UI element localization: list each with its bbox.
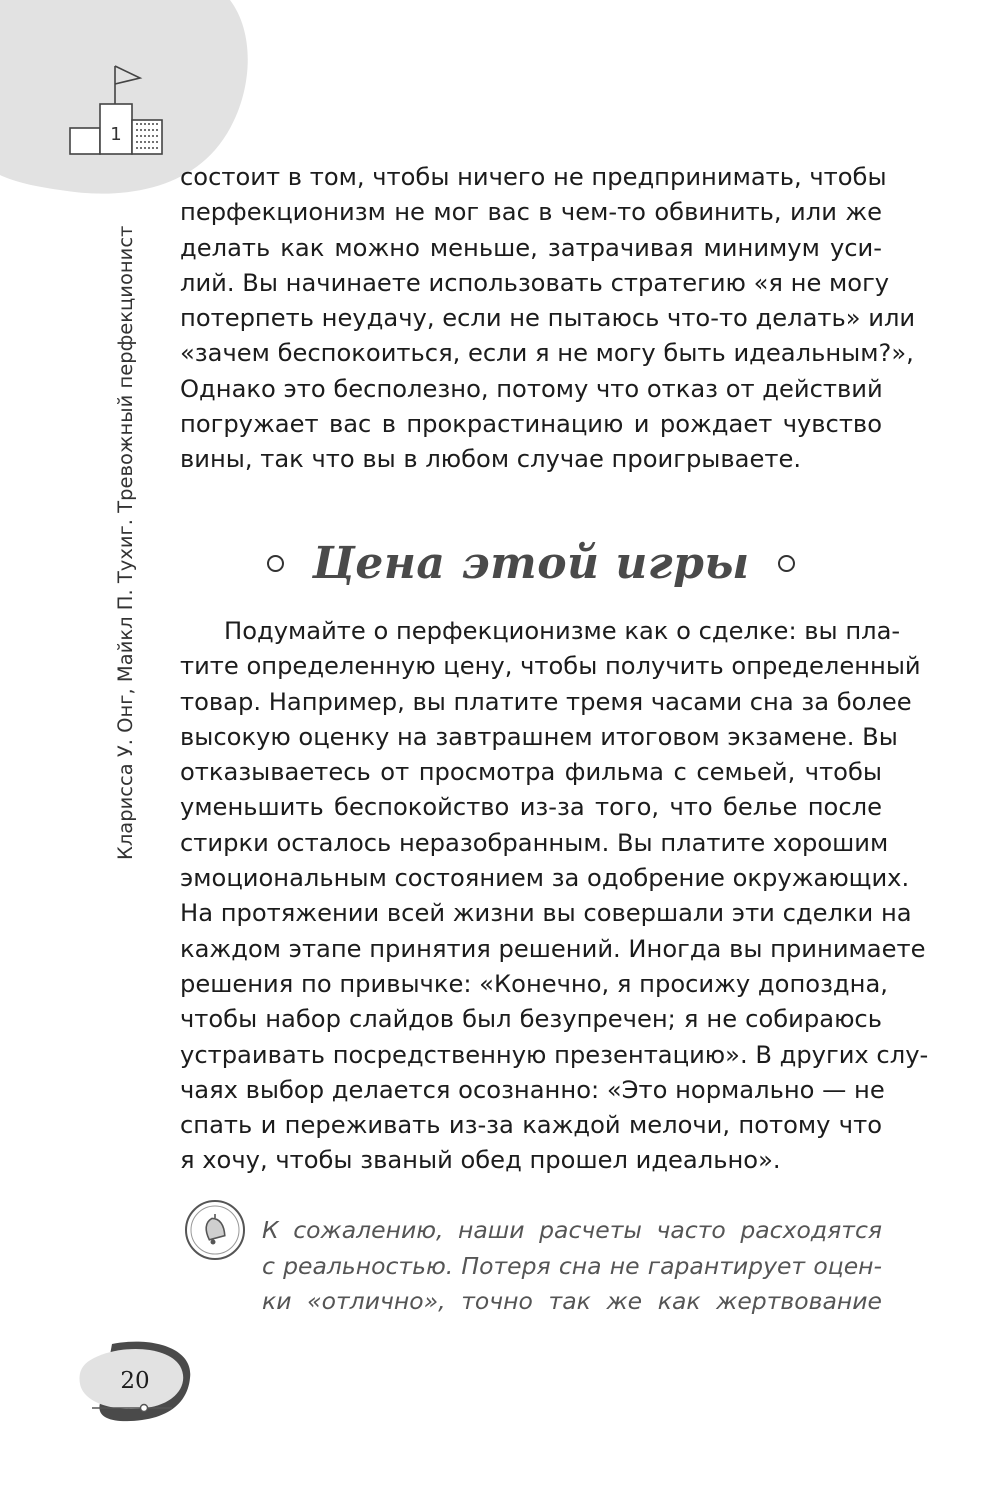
paragraph-line: эмоциональным состоянием за одобрение окружающих. xyxy=(180,864,910,893)
paragraph-line: решения по привычке: «Конечно, я просижу допоздна, xyxy=(180,969,888,998)
circle-bullet-icon xyxy=(778,555,795,572)
section-heading xyxy=(180,533,882,593)
paragraph-line: каждом этапе принятия решений. Иногда вы принимаете xyxy=(180,934,926,963)
running-head: Кларисса У. Онг, Майкл П. Тухиг. Тревожный перфекционист xyxy=(114,225,137,860)
paragraph-line: спать и переживать из-за каждой мелочи, потому что xyxy=(180,1111,882,1140)
paragraph-line: товар. Например, вы платите тремя часами сна за более xyxy=(180,687,912,716)
paragraph-line: чаях выбор делается осознанно: «Это нормально — не xyxy=(180,1075,885,1104)
paragraph-line: погружает вас в прокрастинацию и рождает чувство xyxy=(180,410,882,439)
paragraph-line: отказываетесь от просмотра фильма с семьей, чтобы xyxy=(180,758,882,787)
page-number-badge xyxy=(72,1338,202,1428)
paragraph-line: я хочу, чтобы званый обед прошел идеально». xyxy=(180,1146,781,1175)
paragraph-line: потерпеть неудачу, если не пытаюсь что-то делать» или xyxy=(180,304,916,333)
note-line: ки «отлично», точно так же как жертвование xyxy=(262,1287,882,1315)
paragraph-line: тите определенную цену, чтобы получить определенный xyxy=(180,652,921,681)
paragraph-line: стирки осталось неразобранным. Вы платите хорошим xyxy=(180,828,889,857)
paragraph-line: чтобы набор слайдов был безупречен; я не собираюсь xyxy=(180,1005,882,1034)
paragraph-2 xyxy=(180,614,929,1179)
paragraph-line: Подумайте о перфекционизме как о сделке: вы пла- xyxy=(224,617,901,645)
paragraph-line: Однако это бесполезно, потому что отказ от действий xyxy=(180,374,883,403)
paragraph-line: уменьшить беспокойство из-за того, что белье после xyxy=(180,793,882,822)
section-title: Цена этой игры xyxy=(312,537,750,589)
paragraph-line: На протяжении всей жизни вы совершали эти сделки на xyxy=(180,899,912,928)
paragraph-line: вины, так что вы в любом случае проигрываете. xyxy=(180,445,802,474)
page-number: 20 xyxy=(120,1368,150,1394)
paragraph-line: высокую оценку на завтрашнем итоговом экзамене. Вы xyxy=(180,722,898,751)
paragraph-line: устраивать посредственную презентацию». В других слу- xyxy=(180,1040,929,1069)
paragraph-line: перфекционизм не мог вас в чем-то обвинить, или же xyxy=(180,198,882,227)
circle-bullet-icon xyxy=(267,555,284,572)
podium-number: 1 xyxy=(110,124,122,145)
note-line: с реальностью. Потеря сна не гарантирует оцен- xyxy=(262,1251,882,1280)
note-callout xyxy=(262,1213,882,1320)
paragraph-line: состоит в том, чтобы ничего не предпринимать, чтобы xyxy=(180,163,887,191)
paragraph-1 xyxy=(180,160,916,478)
bell-icon xyxy=(183,1198,247,1262)
note-line: К сожалению, наши расчеты часто расходятся xyxy=(262,1216,882,1244)
paragraph-line: лий. Вы начинаете использовать стратегию «я не могу xyxy=(180,268,890,297)
paragraph-line: «зачем беспокоиться, если я не могу быть идеальным?», xyxy=(180,339,914,368)
paragraph-line: делать как можно меньше, затрачивая минимум уси- xyxy=(180,233,882,262)
